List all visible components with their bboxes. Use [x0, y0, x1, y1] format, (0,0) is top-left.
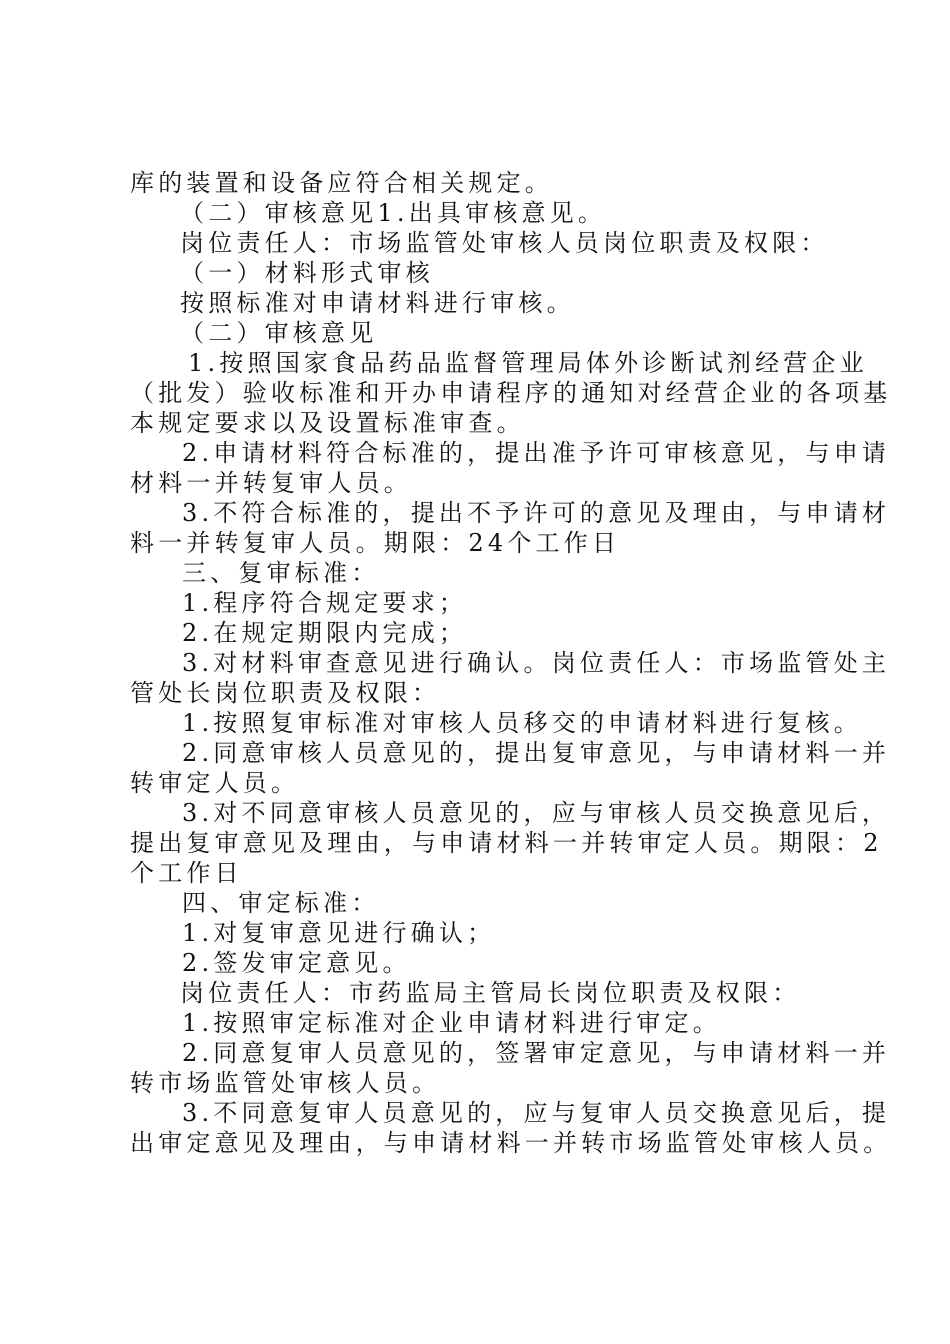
text-line: 2.同意审核人员意见的，提出复审意见，与申请材料一并 — [182, 739, 891, 767]
text-line: 1.按照国家食品药品监督管理局体外诊断试剂经营企业 — [188, 349, 868, 377]
text-line: （批发）验收标准和开办申请程序的通知对经营企业的各项基 — [130, 379, 892, 407]
text-line: 提出复审意见及理由，与申请材料一并转审定人员。期限：2 — [130, 829, 883, 857]
document-body — [130, 168, 892, 1158]
text-line: 转市场监管处审核人员。 — [130, 1069, 441, 1097]
text-line: 三、复审标准： — [182, 559, 380, 587]
text-line: 1.按照审定标准对企业申请材料进行审定。 — [182, 1009, 721, 1037]
text-line: 2.同意复审人员意见的，签署审定意见，与申请材料一并 — [182, 1039, 891, 1067]
text-line: 1.对复审意见进行确认； — [182, 919, 496, 947]
text-line: 出审定意见及理由，与申请材料一并转市场监管处审核人员。 — [130, 1129, 892, 1157]
text-line: 1.按照复审标准对审核人员移交的申请材料进行复核。 — [182, 709, 862, 737]
text-line: 四、审定标准： — [182, 889, 380, 917]
text-line: 料一并转复审人员。期限：24个工作日 — [130, 529, 621, 557]
text-line: 3.对材料审查意见进行确认。岗位责任人：市场监管处主 — [182, 649, 891, 677]
text-line: 岗位责任人：市药监局主管局长岗位职责及权限： — [180, 979, 801, 1007]
text-line: 岗位责任人：市场监管处审核人员岗位职责及权限： — [180, 229, 829, 257]
text-line: 3.不同意复审人员意见的，应与复审人员交换意见后，提 — [182, 1099, 891, 1127]
text-line: 3.不符合标准的，提出不予许可的意见及理由，与申请材 — [182, 499, 891, 527]
text-line: 按照标准对申请材料进行审核。 — [180, 289, 575, 317]
text-line: 3.对不同意审核人员意见的，应与审核人员交换意见后， — [182, 799, 891, 827]
text-line: （二）审核意见1.出具审核意见。 — [180, 199, 607, 227]
text-line: 1.程序符合规定要求； — [182, 589, 468, 617]
text-line: 本规定要求以及设置标准审查。 — [130, 409, 525, 437]
text-line: （一）材料形式审核 — [180, 259, 434, 287]
text-line: 库的装置和设备应符合相关规定。 — [130, 169, 553, 197]
text-line: （二）审核意见 — [180, 319, 378, 347]
text-line: 个工作日 — [130, 859, 243, 887]
text-line: 2.签发审定意见。 — [182, 949, 411, 977]
text-line: 材料一并转复审人员。 — [130, 469, 412, 497]
text-line: 2.在规定期限内完成； — [182, 619, 468, 647]
text-line: 转审定人员。 — [130, 769, 300, 797]
text-line: 2.申请材料符合标准的，提出准予许可审核意见，与申请 — [182, 439, 891, 467]
text-line: 管处长岗位职责及权限： — [130, 679, 441, 707]
